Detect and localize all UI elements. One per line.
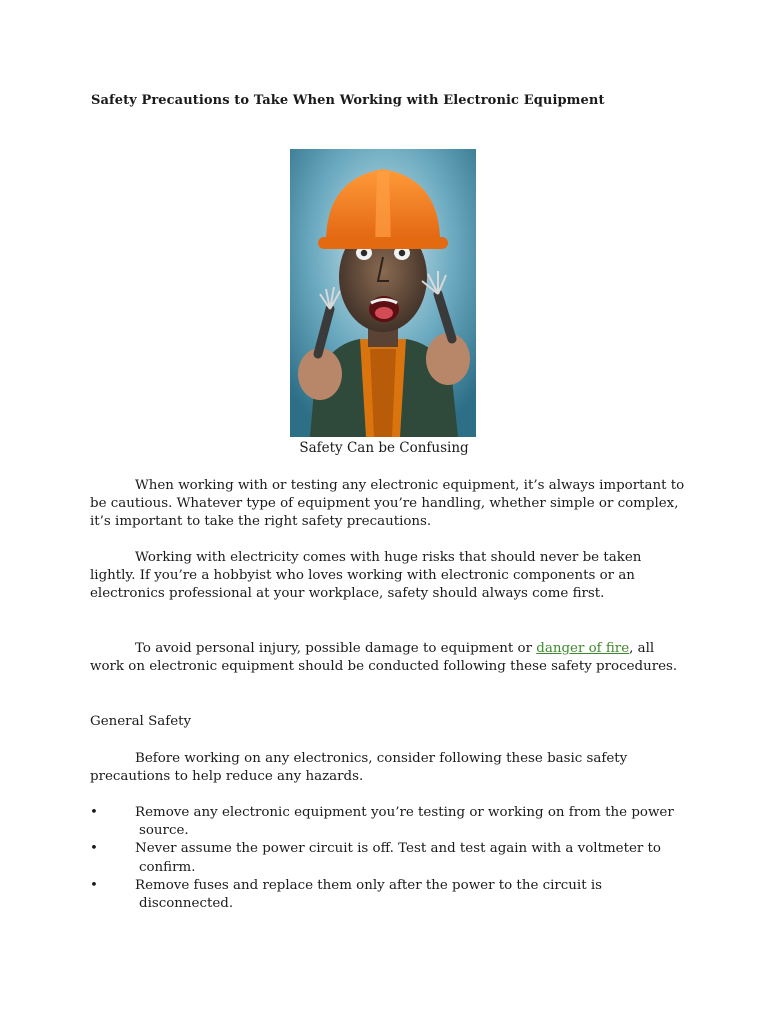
paragraph-procedures-before: To avoid personal injury, possible damage to equipment or [135, 641, 537, 656]
paragraph-general-safety-intro: Before working on any electronics, consider following these basic safety precautions to help reduce any hazards. [90, 751, 628, 785]
bullet-text: Remove fuses and replace them only after the power to the circuit is disconnected. [135, 877, 603, 912]
safety-bullet-list [90, 804, 690, 913]
section-heading-general-safety: General Safety [90, 714, 192, 729]
worker-photo [290, 149, 476, 437]
bullet-text: Remove any electronic equipment you’re testing or working on from the power source. [135, 805, 674, 839]
paragraph-procedures [90, 640, 690, 676]
list-item [90, 877, 690, 913]
bullet-icon: • [90, 877, 98, 893]
document-title: Safety Precautions to Take When Working with Electronic Equipment [91, 93, 605, 108]
bullet-icon: • [90, 841, 98, 857]
paragraph-procedures-after: , all work on electronic equipment should be conducted following these safety procedures. [90, 641, 678, 675]
paragraph-risks: Working with electricity comes with huge risks that should never be taken lightly. If you’re a hobbyist who loves working with electronic components or an electronics professional at your workplace, safety should always come first. [90, 550, 642, 602]
list-item [90, 840, 690, 876]
danger-of-fire-link[interactable]: danger of fire [536, 641, 630, 656]
bullet-icon: • [90, 805, 98, 820]
bullet-text: Never assume the power circuit is off. Test and test again with a voltmeter to confirm. [135, 841, 661, 875]
paragraph-intro: When working with or testing any electronic equipment, it’s always important to be cautious. Whatever type of equipment you’re handling, whether simple or complex, it’s important to take the right safety precautions. [90, 478, 685, 530]
list-item [90, 804, 690, 840]
image-caption: Safety Can be Confusing [299, 440, 469, 456]
